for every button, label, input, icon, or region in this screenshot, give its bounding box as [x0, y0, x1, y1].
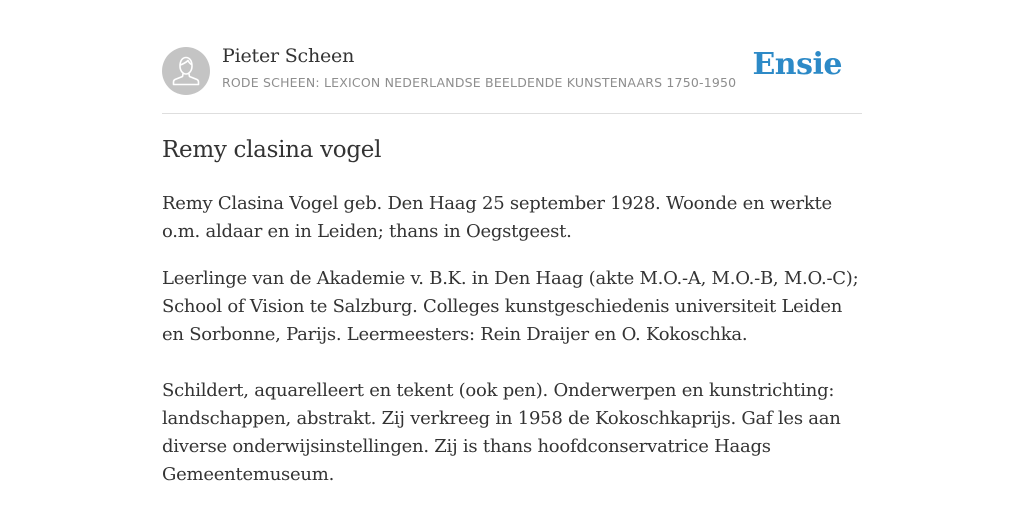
source-title[interactable]: RODE SCHEEN: LEXICON NEDERLANDSE BEELDENDE KUNSTENAARS 1750-1950: [222, 75, 737, 90]
ensie-logo[interactable]: Ensie: [752, 47, 842, 82]
author-avatar[interactable]: [162, 47, 210, 95]
page-container: [162, 0, 862, 485]
author-name[interactable]: Pieter Scheen: [222, 45, 355, 67]
article-paragraph: Leerlinge van de Akademie v. B.K. in Den Haag (akte M.O.-A, M.O.-B, M.O.-C); School of Vision te Salzburg. Colleges kunstgeschiedenis universiteit Leiden en Sorbonne, Parijs. Leermeesters: Rein Draijer en O. Kokoschka.: [162, 268, 859, 345]
article-title: Remy clasina vogel: [162, 137, 382, 163]
article-header: [162, 0, 862, 114]
user-icon: [162, 47, 210, 95]
article-paragraph: Schildert, aquarelleert en tekent (ook pen). Onderwerpen en kunstrichting: landschappen, abstrakt. Zij verkreeg in 1958 de Kokoschkaprijs. Gaf les aan diverse onderwijsinstellingen. Zij is thans hoofdconservatrice Haags Gemeentemuseum.: [162, 380, 841, 485]
article-paragraph: Remy Clasina Vogel geb. Den Haag 25 september 1928. Woonde en werkte o.m. aldaar en in Leiden; thans in Oegstgeest.: [162, 193, 832, 242]
